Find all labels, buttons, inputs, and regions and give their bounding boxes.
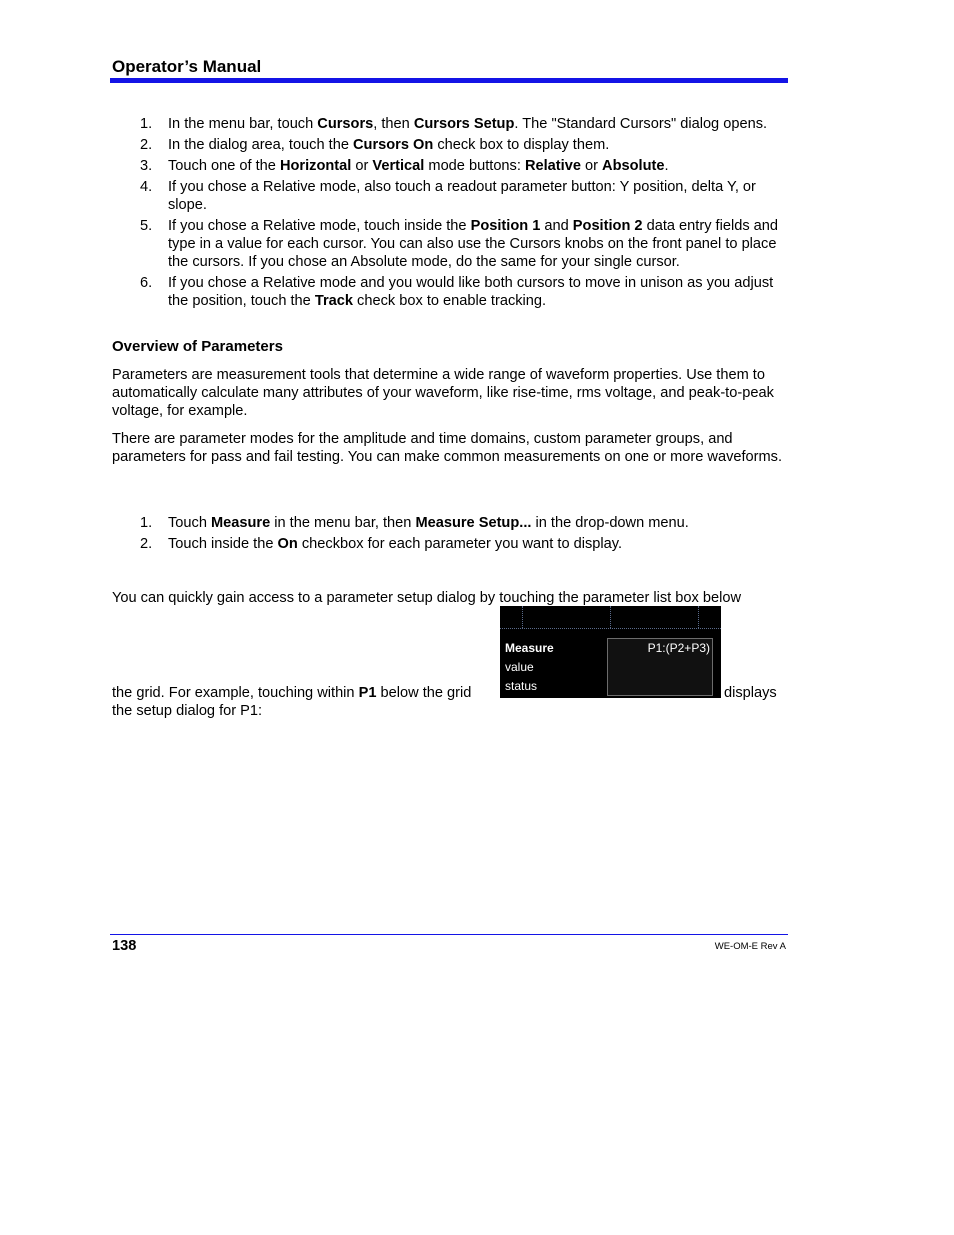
measure-label: Measure: [505, 641, 554, 655]
example-text-before: the grid. For example, touching within: [112, 685, 359, 701]
step-text-run: . The "Standard Cursors" dialog opens.: [514, 116, 768, 132]
step-number: 1.: [140, 515, 153, 531]
measure-widget-screenshot[interactable]: [500, 606, 721, 698]
grid-line: [698, 606, 699, 628]
step-text: [168, 157, 788, 175]
step-text: [168, 178, 788, 214]
parameter-p1-box[interactable]: [607, 638, 713, 696]
step-bold-term: Relative: [524, 158, 581, 174]
parameter-steps-list: [112, 514, 788, 556]
list-item: [112, 535, 788, 553]
step-number: 3.: [140, 158, 153, 174]
grid-line: [522, 606, 523, 628]
step-text: [168, 514, 788, 532]
step-text-run: and: [540, 218, 573, 234]
step-text-run: checkbox for each parameter you want to display.: [297, 536, 623, 552]
list-item: [112, 157, 788, 175]
document-id: WE-OM-E Rev A: [714, 941, 786, 952]
step-text-run: mode buttons:: [424, 158, 525, 174]
footer-rule: [110, 934, 788, 935]
list-item: [112, 115, 788, 133]
step-text-run: in the menu bar, then: [270, 515, 416, 531]
step-bold-term: Vertical: [372, 158, 425, 174]
step-number: 2.: [140, 137, 153, 153]
p1-bold-label: P1: [358, 685, 377, 701]
step-text-run: If you chose a Relative mode and you would like both cursors to move in unison as you adjust the position, touch the: [168, 275, 774, 309]
step-bold-term: Cursors Setup: [413, 116, 515, 132]
step-number: 2.: [140, 536, 153, 552]
parameters-intro-paragraph: Parameters are measurement tools that determine a wide range of waveform properties. Use them to automatically calculate many attributes of your waveform, like rise-time, rms voltage, and peak-to-peak voltage, for example.: [112, 367, 774, 419]
step-text-run: In the menu bar, touch: [168, 116, 318, 132]
header-rule: [110, 78, 788, 83]
list-item: [112, 178, 788, 214]
page-number: 138: [112, 938, 137, 954]
header-title: Operator’s Manual: [112, 57, 262, 76]
quick-access-paragraph: You can quickly gain access to a parameter setup dialog by touching the parameter list box below: [112, 590, 741, 606]
step-number: 6.: [140, 275, 153, 291]
status-row-label: status: [505, 679, 538, 693]
parameter-modes-paragraph: There are parameter modes for the amplitude and time domains, custom parameter groups, and parameters for pass and fail testing. You can make common measurements on one or more waveforms.: [112, 431, 783, 465]
step-bold-term: Measure: [211, 515, 271, 531]
step-bold-term: On: [277, 536, 298, 552]
step-text-run: Touch: [168, 515, 211, 531]
step-text-run: check box to display them.: [433, 137, 610, 153]
step-number: 5.: [140, 218, 153, 234]
example-text-end: displays: [724, 685, 777, 701]
step-text-run: If you chose a Relative mode, also touch a readout parameter button: Y position, delta Y, or slope.: [168, 179, 756, 213]
step-bold-term: Measure Setup...: [415, 515, 532, 531]
step-number: 1.: [140, 116, 153, 132]
step-text: [168, 274, 788, 310]
step-bold-term: Position 2: [572, 218, 643, 234]
step-text: [168, 115, 788, 133]
list-item: [112, 274, 788, 310]
step-text-run: in the drop-down menu.: [531, 515, 689, 531]
step-bold-term: Cursors On: [353, 137, 434, 153]
step-bold-term: Position 1: [470, 218, 541, 234]
step-bold-term: Cursors: [317, 116, 374, 132]
step-text-run: check box to enable tracking.: [353, 293, 547, 309]
step-text: [168, 136, 788, 154]
step-bold-term: Track: [314, 293, 353, 309]
step-text-run: data entry fields and type in a value for each cursor. You can also use the Cursors knobs on the front panel to place the cursors. If you chose an Absolute mode, do the same for your single cursor.: [168, 218, 779, 270]
step-bold-term: Horizontal: [279, 158, 352, 174]
step-text-run: .: [664, 158, 669, 174]
step-text: [168, 535, 788, 553]
value-row-label: value: [505, 660, 534, 674]
step-number: 4.: [140, 179, 153, 195]
list-item: [112, 136, 788, 154]
example-line-continued: the setup dialog for P1:: [112, 703, 263, 719]
step-text-run: or: [351, 158, 373, 174]
step-text-run: In the dialog area, touch the: [168, 137, 353, 153]
step-text-run: Touch inside the: [168, 536, 278, 552]
step-text-run: If you chose a Relative mode, touch inside the: [168, 218, 471, 234]
grid-line: [610, 606, 611, 628]
list-item: [112, 514, 788, 532]
example-text-after: below the grid: [376, 685, 472, 701]
cursor-steps-list: [112, 115, 788, 313]
step-text-run: or: [580, 158, 603, 174]
step-bold-term: Absolute: [602, 158, 665, 174]
parameter-p1-name: P1:(P2+P3): [647, 641, 710, 655]
step-text: [168, 217, 788, 271]
section-heading: Overview of Parameters: [112, 338, 283, 355]
step-text-run: , then: [373, 116, 414, 132]
step-text-run: Touch one of the: [168, 158, 280, 174]
list-item: [112, 217, 788, 271]
